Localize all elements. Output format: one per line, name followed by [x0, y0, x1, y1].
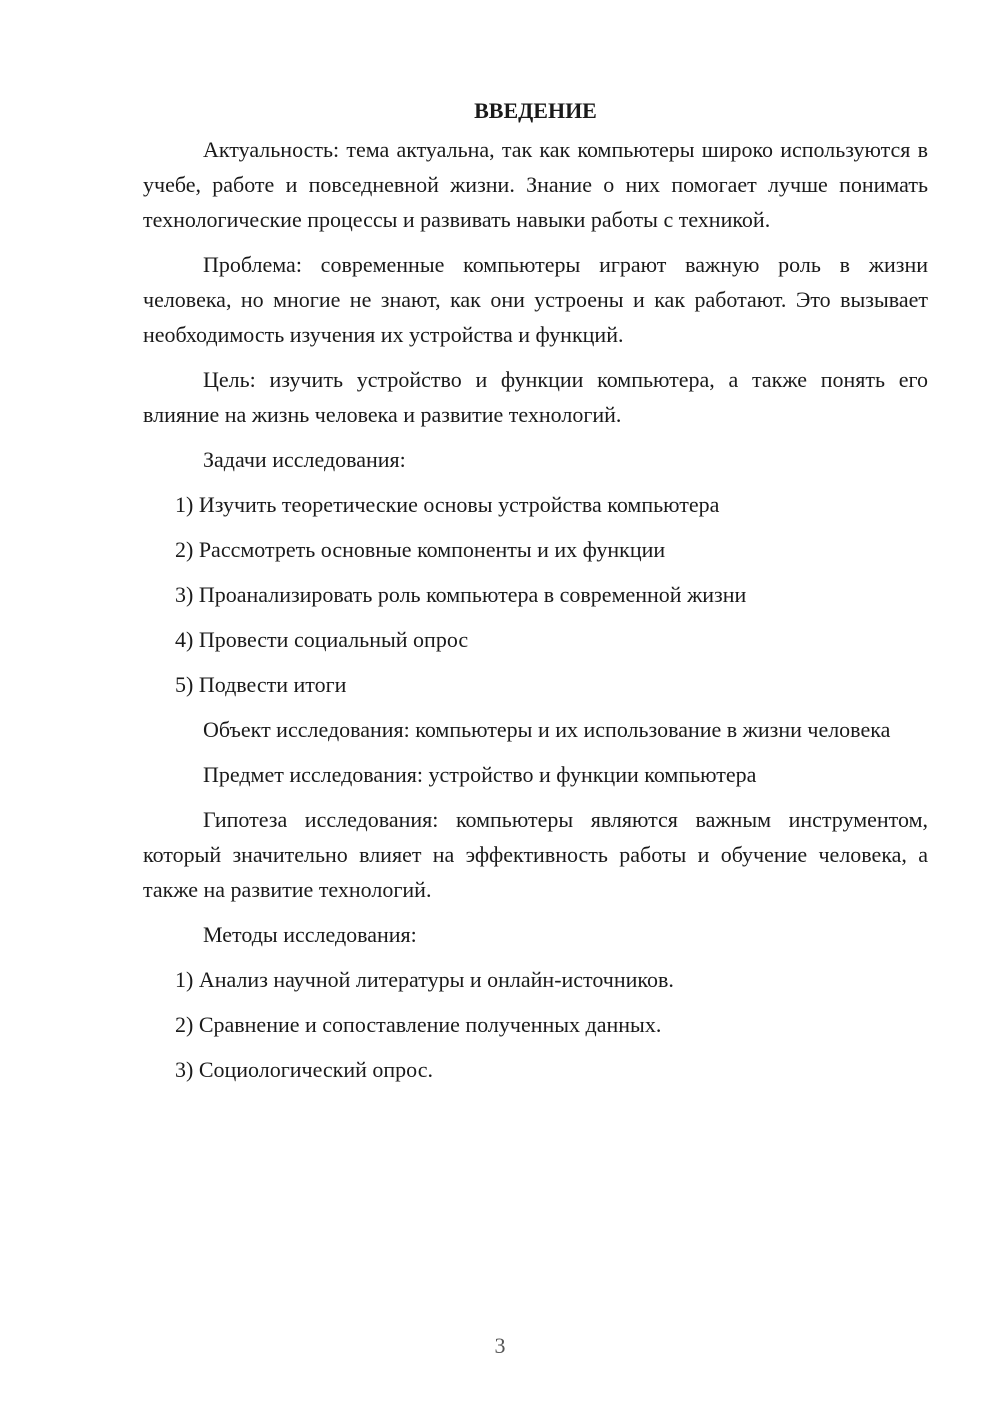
tasks-list — [143, 487, 928, 702]
list-item: 2) Сравнение и сопоставление полученных данных. — [175, 1012, 662, 1037]
list-item: 3) Проанализировать роль компьютера в современной жизни — [175, 582, 747, 607]
page-number: 3 — [494, 1333, 506, 1358]
paragraph-goal: Цель: изучить устройство и функции компьютера, а также понять его влияние на жизнь человека и развитие технологий. — [143, 367, 928, 427]
list-item: 5) Подвести итоги — [175, 672, 347, 697]
paragraph-problem: Проблема: современные компьютеры играют важную роль в жизни человека, но многие не знают, как они устроены и как работают. Это вызывает необходимость изучения их устройства и функций. — [143, 252, 928, 347]
list-item: 1) Изучить теоретические основы устройства компьютера — [175, 492, 720, 517]
methods-list — [143, 962, 928, 1087]
list-item: 2) Рассмотреть основные компоненты и их функции — [175, 537, 666, 562]
paragraph-subject: Предмет исследования: устройство и функции компьютера — [203, 762, 757, 787]
list-item: 4) Провести социальный опрос — [175, 627, 469, 652]
paragraph-hypothesis: Гипотеза исследования: компьютеры являются важным инструментом, который значительно влияет на эффективность работы и обучение человека, а также на развитие технологий. — [143, 807, 928, 902]
methods-heading: Методы исследования: — [203, 922, 417, 947]
paragraph-relevance: Актуальность: тема актуальна, так как компьютеры широко используются в учебе, работе и повседневной жизни. Знание о них помогает лучше понимать технологические процессы и развивать навыки работы с техникой. — [143, 137, 928, 232]
tasks-heading: Задачи исследования: — [203, 447, 406, 472]
list-item: 3) Социологический опрос. — [175, 1057, 433, 1082]
section-title: ВВЕДЕНИЕ — [474, 98, 597, 123]
list-item: 1) Анализ научной литературы и онлайн-источников. — [175, 967, 674, 992]
document-body — [143, 96, 928, 1097]
paragraph-object: Объект исследования: компьютеры и их использование в жизни человека — [203, 717, 891, 742]
